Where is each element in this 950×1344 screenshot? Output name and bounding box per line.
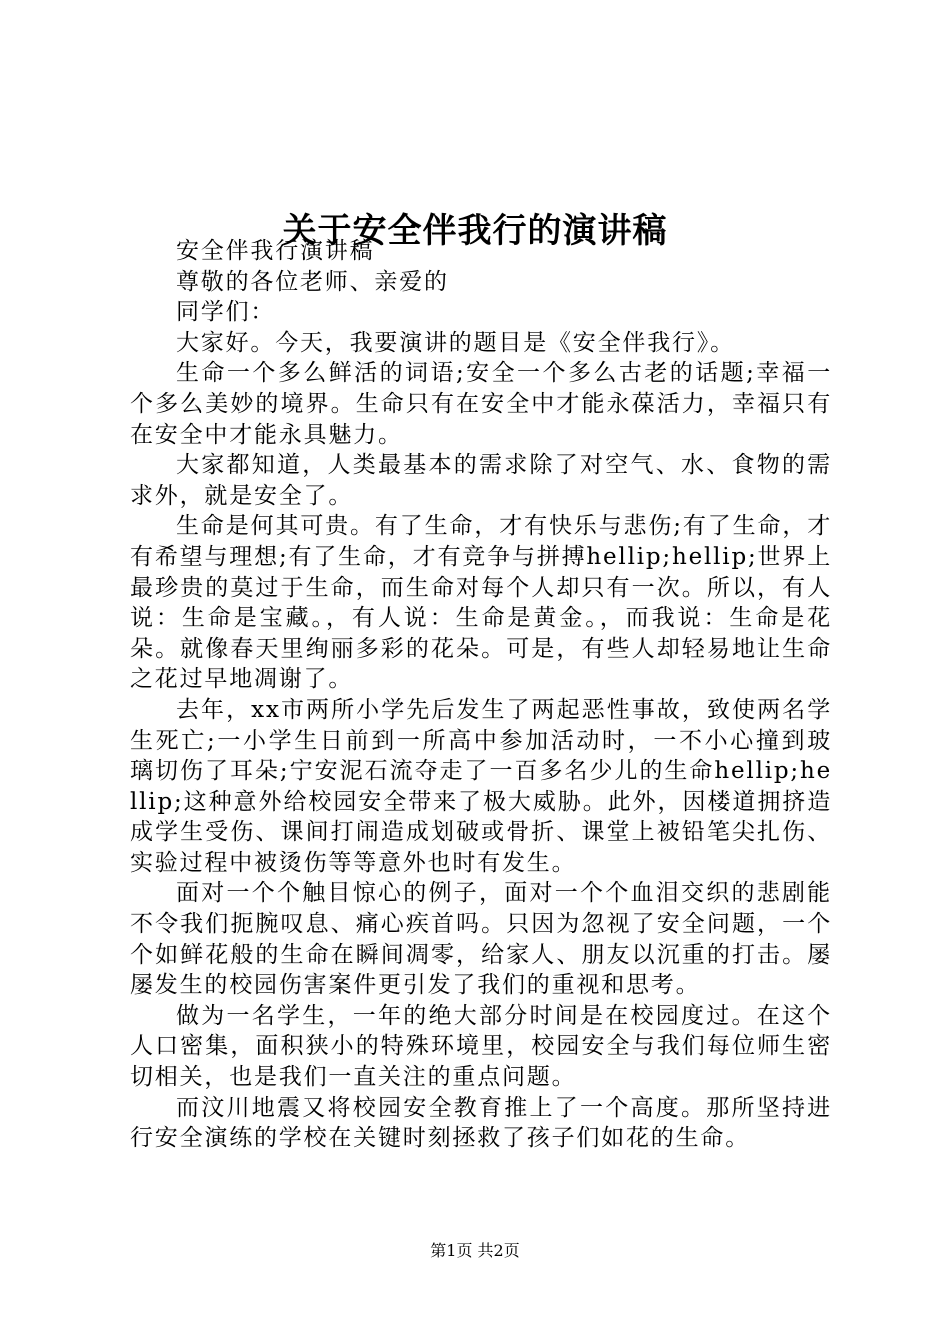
page-number-footer: 第1页 共2页 [430,1241,520,1260]
paragraph: 大家都知道，人类最基本的需求除了对空气、水、食物的需求外，就是安全了。 [130,452,832,509]
paragraph: 面对一个个触目惊心的例子，面对一个个血泪交织的悲剧能不令我们扼腕叹息、痛心疾首吗。只因为忽视了安全问题，一个个如鲜花般的生命在瞬间凋零，给家人、朋友以沉重的打击。屡屡发生的校园伤害案件更引发了我们的重视和思考。 [130,880,832,999]
paragraph-salutation-cont: 同学们： [176,299,276,326]
paragraph-subtitle: 安全伴我行演讲稿 [176,238,375,264]
document-title: 关于安全伴我行的演讲稿 [282,210,668,251]
document-body [130,236,832,1154]
paragraph: 做为一名学生，一年的绝大部分时间是在校园度过。在这个人口密集，面积狭小的特殊环境里，校园安全与我们每位师生密切相关，也是我们一直关注的重点问题。 [130,1002,832,1091]
paragraph: 生命是何其可贵。有了生命，才有快乐与悲伤;有了生命，才有希望与理想;有了生命，才有竞争与拼搏hellip;hellip;世界上最珍贵的莫过于生命，而生命对每个人却只有一次。所以，有人说：生命是宝藏。，有人说：生命是黄金。，而我说：生命是花朵。就像春天里绚丽多彩的花朵。可是，有些人却轻易地让生命之花过早地凋谢了。 [130,513,832,693]
paragraph: 去年，xx市两所小学先后发生了两起恶性事故，致使两名学生死亡;一小学生日前到一所高中参加活动时，一不小心撞到玻璃切伤了耳朵;宁安泥石流夺走了一百多名少儿的生命hellip;hellip;这种意外给校园安全带来了极大威胁。此外，因楼道拥挤造成学生受伤、课间打闹造成划破或骨折、课堂上被铅笔尖扎伤、实验过程中被烫伤等等意外也时有发生。 [130,696,832,876]
paragraph: 而汶川地震又将校园安全教育推上了一个高度。那所坚持进行安全演练的学校在关键时刻拯救了孩子们如花的生命。 [130,1094,832,1152]
paragraph-greeting: 大家好。今天，我要演讲的题目是《安全伴我行》。 [176,329,735,356]
paragraph: 生命一个多么鲜活的词语;安全一个多么古老的话题;幸福一个多么美妙的境界。生命只有在安全中才能永葆活力，幸福只有在安全中才能永具魅力。 [130,360,832,448]
paragraph-salutation: 尊敬的各位老师、亲爱的 [176,268,449,295]
